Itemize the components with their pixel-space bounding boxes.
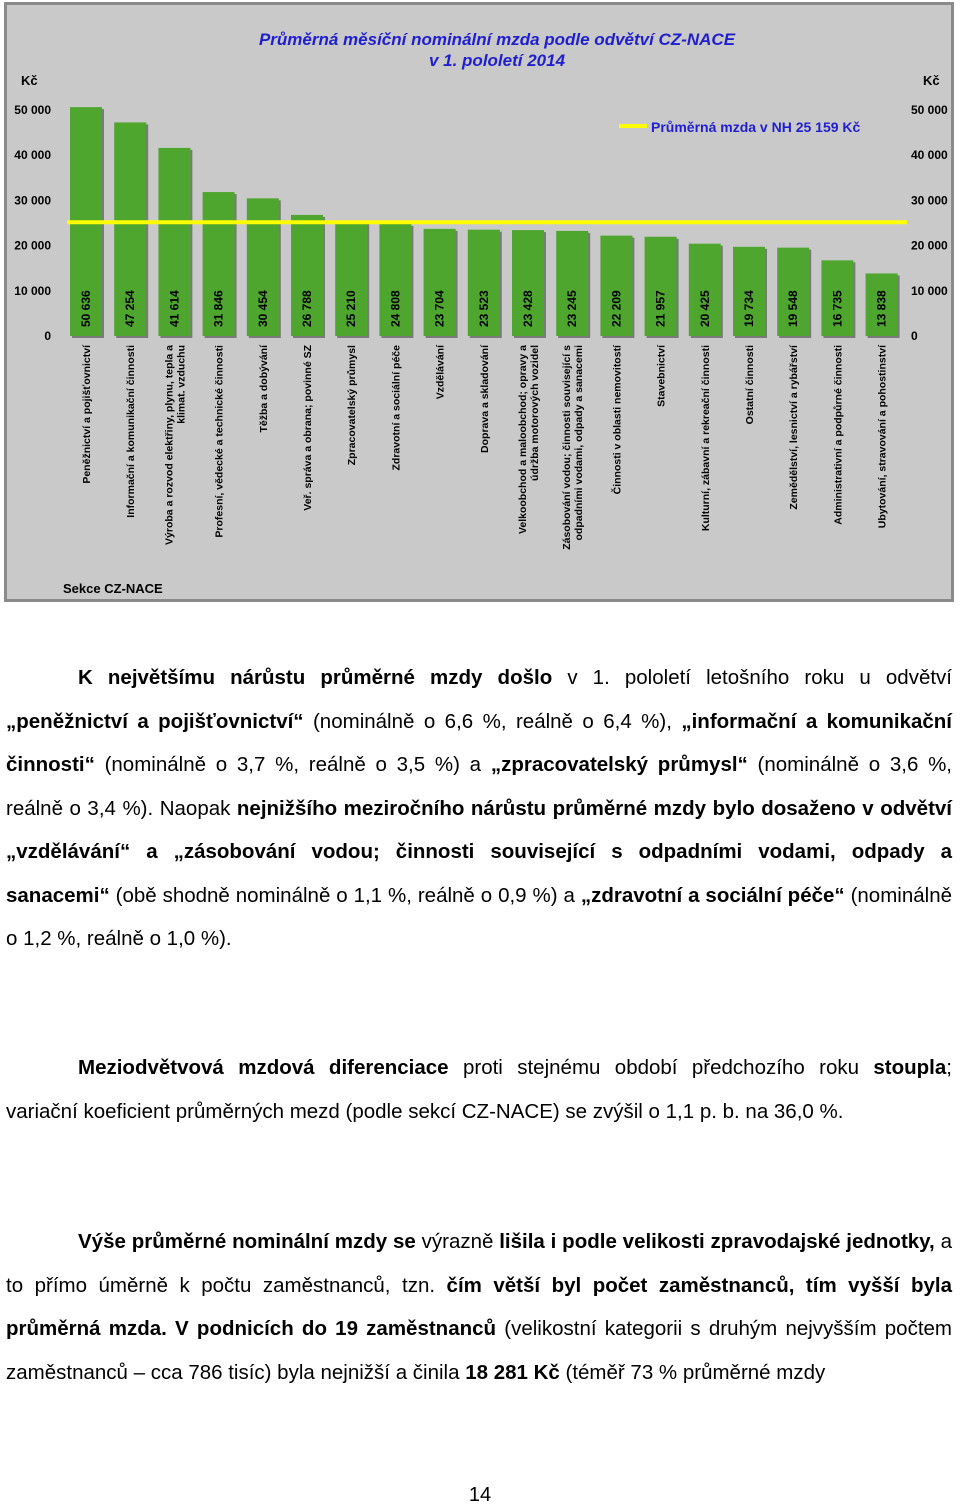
bar-value-label: 30 454 [255, 290, 270, 327]
y-axis-unit-right: Kč [923, 73, 940, 88]
p1-sector-health: „zdravotní a sociální péče“ [580, 883, 845, 907]
p1-bold-lowest: nejnižšího meziročního nárůstu průměrné mzdy bylo dosaženo v odvětví „vzdělávání“ a „zásobování vodou; činnosti související s odpadními vodami, odpady a sanacemi“ [6, 796, 952, 907]
p3-bold-lead: Výše průměrné nominální mzdy se [78, 1230, 416, 1253]
p3-bold-differed: lišila i podle velikosti zpravodajské jednotky, [499, 1230, 935, 1253]
p1-sector-ict: „informační a komunikační činnosti“ [6, 709, 952, 776]
p3-bold-amount: 18 281 Kč [465, 1360, 560, 1384]
category-label: Ostatní činnosti [744, 345, 756, 425]
p1-text-4: (nominálně o 3,6 %, reálně o 3,4 %). Naopak [6, 753, 953, 820]
bar-value-label: 47 254 [123, 290, 138, 327]
bar-value-label: 19 734 [742, 290, 756, 327]
paragraph-3 [6, 1220, 952, 1394]
category-label: Administrativní a podpůrné činnosti [832, 345, 845, 525]
bar-value-label: 26 788 [300, 290, 314, 327]
category-label: Informační a komunikační činnosti [125, 345, 138, 518]
category-label: Stavebnictví [655, 345, 668, 407]
bar-value-label: 21 957 [653, 290, 668, 327]
p1-text-5: (obě shodně nominálně o 1,1 %, reálně o 0,9 %) a [109, 883, 581, 907]
p1-sector-manufacturing: „zpracovatelský průmysl“ [490, 753, 748, 776]
category-label: Těžba a dobývání [257, 345, 270, 433]
p2-bold-rose: stoupla [873, 1056, 947, 1079]
x-axis-label: Sekce CZ-NACE [63, 581, 163, 596]
p1-text-3: (nominálně o 3,7 %, reálně o 3,5 %) a [94, 753, 491, 776]
page-number: 14 [468, 1484, 492, 1506]
bar-value-label: 24 808 [388, 290, 403, 327]
category-label: Vzdělávání [434, 345, 447, 400]
p3-text-1: výrazně [415, 1230, 500, 1253]
y-tick-right: 0 [911, 329, 918, 343]
category-label: Doprava a skladování [478, 345, 491, 453]
bar-value-label: 41 614 [167, 290, 182, 327]
y-tick-left: 50 000 [14, 103, 51, 117]
y-tick-left: 10 000 [14, 283, 51, 298]
y-tick-right: 10 000 [911, 283, 948, 298]
bar-value-label: 16 735 [830, 290, 845, 327]
y-axis-ticks-right [911, 103, 948, 343]
bar-value-label: 23 704 [432, 290, 447, 327]
chart-title-line2: v 1. pololetí 2014 [428, 51, 566, 70]
y-tick-left: 40 000 [14, 148, 51, 163]
y-tick-right: 20 000 [911, 238, 948, 253]
y-axis-unit-left: Kč [21, 73, 38, 88]
bar-value-label: 22 209 [609, 290, 624, 327]
bar-value-label: 13 838 [874, 290, 889, 327]
bar-value-label: 20 425 [697, 290, 712, 327]
p3-text-3: (velikostní kategorii s druhým nejvyšším počtem zaměstnanců – cca 786 tisíc) byla nejnižší a činila [6, 1317, 952, 1384]
category-label: Činnosti v oblasti nemovitostí [611, 345, 624, 495]
category-label: Profesní, vědecké a technické činnosti [213, 345, 226, 538]
p2-bold-lead: Meziodvětvová mzdová diferenciace [78, 1056, 449, 1079]
bar-value-label: 25 210 [344, 290, 359, 327]
category-label: odpadními vodami, odpady a sanacemi [573, 345, 586, 541]
bar-value-label: 23 428 [521, 290, 535, 327]
y-axis-ticks-left [14, 103, 51, 343]
category-label: Zásobování vodou; činnosti související s [561, 345, 574, 550]
y-tick-left: 20 000 [14, 238, 51, 253]
p1-text-1: v 1. pololetí letošního roku u odvětví [552, 666, 952, 689]
chart-title-line1: Průměrná měsíční nominální mzda podle odvětví CZ-NACE [258, 30, 736, 49]
category-label: Veř. správa a obrana; povinné SZ [302, 345, 314, 511]
category-label: Zpracovatelský průmysl [346, 345, 359, 466]
p3-bold-bigger: čím větší byl počet zaměstnanců, tím vyšší byla průměrná mzda. V podnicích do 19 zaměstnanců [6, 1273, 952, 1340]
bar-value-label: 19 548 [786, 290, 801, 327]
category-label: Zemědělství, lesnictví a rybářství [788, 345, 801, 510]
bar-value-label: 31 846 [211, 290, 226, 327]
paragraph-1 [6, 656, 952, 961]
category-label: Ubytování, stravování a pohostinství [876, 345, 889, 529]
category-label: Peněžnictví a pojišťovnictví [81, 345, 93, 484]
p3-text-4: (téměř 73 % průměrné mzdy [559, 1360, 826, 1384]
p2-text-2: ; variační koeficient průměrných mezd (podle sekcí CZ-NACE) se zvýšil o 1,1 p. b. na 36,0 %. [6, 1056, 952, 1123]
y-tick-right: 40 000 [911, 148, 948, 163]
p2-text-1: proti stejnému období předchozího roku [448, 1056, 874, 1079]
bar-value-label: 23 245 [565, 290, 580, 327]
bar-value-label: 23 523 [476, 290, 491, 327]
category-label: Velkoobchod a maloobchod; opravy a [517, 345, 529, 535]
category-labels [81, 344, 889, 550]
average-label: Průměrná mzda v NH 25 159 Kč [651, 119, 861, 135]
p1-bold-lead: K největšímu nárůstu průměrné mzdy došlo [78, 666, 553, 689]
paragraph-2 [6, 1046, 952, 1133]
y-tick-left: 0 [44, 329, 51, 343]
bar-value-label: 50 636 [79, 290, 93, 327]
category-label: Výroba a rozvod elektřiny, plynu, tepla a [163, 345, 176, 545]
y-tick-right: 30 000 [911, 193, 948, 208]
category-label: Zdravotní a sociální péče [390, 345, 403, 471]
p1-sector-finance: „peněžnictví a pojišťovnictví“ [6, 709, 304, 733]
category-label: údržba motorových vozidel [529, 345, 541, 481]
p1-text-2: (nominálně o 6,6 %, reálně o 6,4 %), [303, 709, 682, 733]
category-label: Kulturní, zábavní a rekreační činnosti [699, 345, 712, 532]
y-tick-left: 30 000 [14, 193, 51, 208]
y-tick-right: 50 000 [911, 103, 948, 117]
p3-text-2: a to přímo úměrně k počtu zaměstnanců, tzn. [6, 1230, 952, 1297]
chart-canvas [7, 5, 951, 599]
category-label: klimat. vzduchu [175, 345, 188, 424]
p1-text-6: (nominálně o 1,2 %, reálně o 1,0 %). [6, 883, 952, 950]
wage-chart [4, 2, 954, 602]
